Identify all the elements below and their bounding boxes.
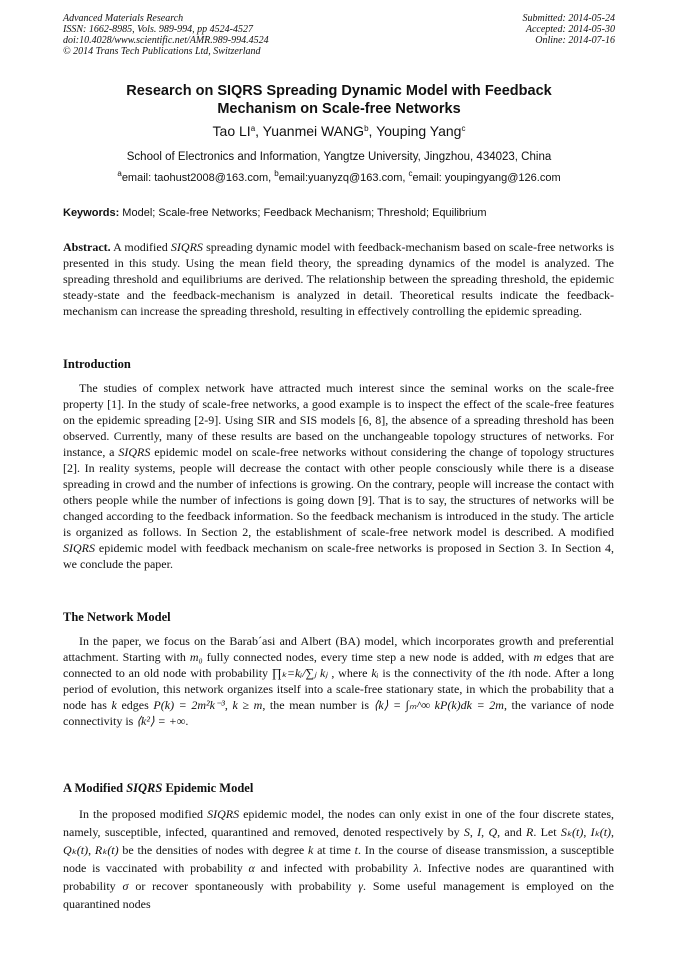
- author-3-sup: c: [461, 124, 466, 133]
- siqrs-text-3: ,: [469, 825, 478, 839]
- abstract-pre: A modified: [110, 240, 171, 254]
- siqrs-text-9: ,: [88, 843, 95, 857]
- issn-line: ISSN: 1662-8985, Vols. 989-994, pp 4524-4527: [63, 24, 253, 35]
- doi-line: doi:10.4028/www.scientific.net/AMR.989-994.4524: [63, 35, 269, 46]
- siqrs-math-k: k: [308, 843, 314, 857]
- nm-text-10: , the variance of node connectivity is: [63, 698, 615, 728]
- author-list: Tao $LI^a$, Yuanmei WANG$^b$, Youping Yang$^c$: [212, 123, 466, 139]
- siqrs-text-10: be the densities of nodes with degree: [118, 843, 309, 857]
- siqrs-math-Qk: Qₖ(t): [63, 843, 89, 857]
- intro-model-2: SIQRS: [63, 541, 95, 555]
- nm-math-m: m: [533, 650, 543, 664]
- email-c: email: youpingyang@126.com: [412, 172, 561, 184]
- keywords-label: Keywords:: [63, 207, 120, 219]
- siqrs-body: [63, 805, 614, 913]
- email-a: email: taohust2008@163.com,: [121, 172, 275, 184]
- intro-part-1: The studies of complex network have attracted much interest since the seminal works on the scale-free property [1]. In the study of scale-free networks, a good example is to inspect the effect of the scale-free features on the epidemic spreading [2-9]. Using SIR and SIS models [6, 8], the absence of a spreading threshold has been observed. Currently, many of these results are based on the unchangeable topology structures of networks. For instance, a: [63, 381, 614, 459]
- siqrs-text-7: ,: [583, 825, 591, 839]
- nm-text-7: edges: [116, 698, 154, 712]
- nm-text-8: ,: [224, 698, 233, 712]
- siqrs-text-6: . Let: [533, 825, 561, 839]
- siqrs-math-lambda: λ: [413, 861, 419, 875]
- author-3: Youping Yang: [376, 123, 462, 139]
- siqrs-math-gamma: γ: [358, 879, 363, 893]
- email-a-sup: a: [117, 169, 122, 178]
- siqrs-math-sigma: σ: [122, 879, 129, 893]
- author-2-sup: b: [364, 124, 369, 133]
- siqrs-text-14: . Infective nodes are quarantined with probability: [63, 861, 614, 893]
- copyright-line: © 2014 Trans Tech Publications Ltd, Switzerland: [63, 46, 261, 57]
- nm-math-pk: P(k) = 2m²k⁻³: [153, 698, 225, 712]
- intro-part-2: epidemic model on scale-free networks without considering the change of topology structures [2]. In reality systems, people will decrease the contact with other people consciously while there is a disease spreading in crowd and the number of infections is growing. On the contrary, people will increase the contact with others people while the number of infections is going down [9]. That is to say, the structures of networks will be changed according to the feedback information. So the feedback mechanism is introduced in the study. The article is organized as follows. In Section 2, the establishment of scale-free network model is described. A modified: [63, 445, 614, 539]
- siqrs-math-Sk: Sₖ(t): [560, 825, 584, 839]
- online-date: Online: 2014-07-16: [535, 35, 615, 46]
- nm-text-11: .: [185, 714, 189, 728]
- intro-part-3: epidemic model with feedback mechanism on scale-free networks is proposed in Section 3. In Section 4, we conclude the paper.: [63, 541, 614, 571]
- author-1-sup: a: [250, 124, 256, 133]
- nm-math-m0: m₀: [189, 650, 203, 664]
- siqrs-text-16: . Some useful management is employed on the quarantined nodes: [63, 879, 614, 911]
- affiliation: School of Electronics and Information, Yangtze University, Jingzhou, 434023, China: [126, 151, 552, 163]
- author-2: Yuanmei WANG: [262, 123, 365, 139]
- introduction-heading: Introduction: [63, 357, 131, 371]
- nm-text-4: , where: [327, 666, 372, 680]
- nm-text-6: th node. After a long period of evolution, this network organizes itself into a scale-free stationary state, in which the probability that a node has: [63, 666, 614, 712]
- abstract-model: SIQRS: [170, 240, 203, 254]
- nm-text-2: fully connected nodes, every time step a new node is added, with: [202, 650, 534, 664]
- siqrs-text-8: ,: [611, 825, 615, 839]
- siqrs-text-2: epidemic model, the nodes can only exist in one of the four discrete states, namely, susceptible, infected, quarantined and removed, denoted respectively by: [63, 807, 614, 839]
- siqrs-math-I: I: [477, 825, 482, 839]
- siqrs-math-Q: Q: [488, 825, 498, 839]
- siqrs-text-5: , and: [497, 825, 526, 839]
- email-b: email:yuanyzq@163.com,: [278, 172, 409, 184]
- siqrs-math-Rk: Rₖ(t): [94, 843, 119, 857]
- siqrs-math-R: R: [525, 825, 534, 839]
- siqrs-heading-pre: A Modified: [63, 781, 127, 795]
- nm-text-9: , the mean number is: [262, 698, 374, 712]
- siqrs-text-15: or recover spontaneously with probability: [128, 879, 359, 893]
- keywords: [63, 206, 615, 220]
- siqrs-math-Ik: Iₖ(t): [590, 825, 612, 839]
- title-line-2: Mechanism on Scale-free Networks: [217, 101, 461, 117]
- nm-math-variance: ⟨k²⟩ = +∞: [136, 714, 186, 728]
- abstract-label: Abstract.: [63, 240, 111, 254]
- nm-text-5: is the connectivity of the: [378, 666, 509, 680]
- title-line-1: Research on SIQRS Spreading Dynamic Model with Feedback: [126, 83, 552, 99]
- network-model-heading: The Network Model: [63, 610, 171, 624]
- nm-text-3: edges that are connected to an old node with probability: [63, 650, 614, 680]
- siqrs-text-13: and infected with probability: [254, 861, 414, 875]
- siqrs-text-4: ,: [481, 825, 489, 839]
- nm-math-ki: kᵢ: [371, 666, 379, 680]
- journal-header-left: [63, 13, 269, 57]
- submitted-date: Submitted: 2014-05-24: [522, 13, 615, 24]
- accepted-date: Accepted: 2014-05-30: [525, 24, 615, 35]
- email-b-sup: b: [274, 169, 279, 178]
- abstract-text: spreading dynamic model with feedback-mechanism based on scale-free networks is presented in this study. Using the mean field theory, the spreading dynamics of the model is analyzed. The spreading threshold and equilibriums are derived. The relationship between the spreading threshold, the epidemic steady-state and the feedback-mechanism is analyzed in detail. Theoretical results indicate the feedback-mechanism can increase the spreading threshold, resulting in effectively controlling the epidemic spreading.: [63, 240, 614, 318]
- siqrs-heading-model: SIQRS: [126, 781, 163, 795]
- siqrs-text-11: at time: [313, 843, 355, 857]
- intro-model-1: SIQRS: [118, 445, 151, 459]
- siqrs-math-model: SIQRS: [207, 807, 240, 821]
- siqrs-math-alpha: α: [248, 861, 255, 875]
- nm-math-probability: ∏ₖ=kᵢ/∑ⱼ kⱼ: [271, 666, 328, 680]
- keywords-text: Model; Scale-free Networks; Feedback Mechanism; Threshold; Equilibrium: [119, 207, 487, 219]
- siqrs-heading: [63, 781, 253, 796]
- abstract: [63, 239, 614, 319]
- email-line: [40, 171, 638, 185]
- paper-title: [40, 82, 638, 118]
- nm-math-i: i: [508, 666, 512, 680]
- introduction-body: [63, 380, 614, 572]
- journal-name: Advanced Materials Research: [63, 13, 184, 24]
- nm-text-1: In the paper, we focus on the Barab´asi and Albert (BA) model, which incorporates growth and preferential attachment. Starting with: [63, 634, 614, 664]
- nm-math-kgem: k ≥ m: [232, 698, 263, 712]
- nm-math-mean: ⟨k⟩ = ∫ₘ^∞ kP(k)dk = 2m: [373, 698, 504, 712]
- journal-header-right: [523, 13, 616, 46]
- siqrs-math-t: t: [354, 843, 358, 857]
- siqrs-text-1: In the proposed modified: [79, 807, 208, 821]
- nm-math-k: k: [111, 698, 117, 712]
- author-1: Tao LI: [212, 123, 251, 139]
- siqrs-heading-post: Epidemic Model: [162, 781, 254, 795]
- email-c-sup: c: [408, 169, 413, 178]
- siqrs-text-12: . In the course of disease transmission, a susceptible node is vaccinated with probability: [63, 843, 614, 875]
- network-model-body: [63, 633, 614, 729]
- siqrs-math-S: S: [463, 825, 470, 839]
